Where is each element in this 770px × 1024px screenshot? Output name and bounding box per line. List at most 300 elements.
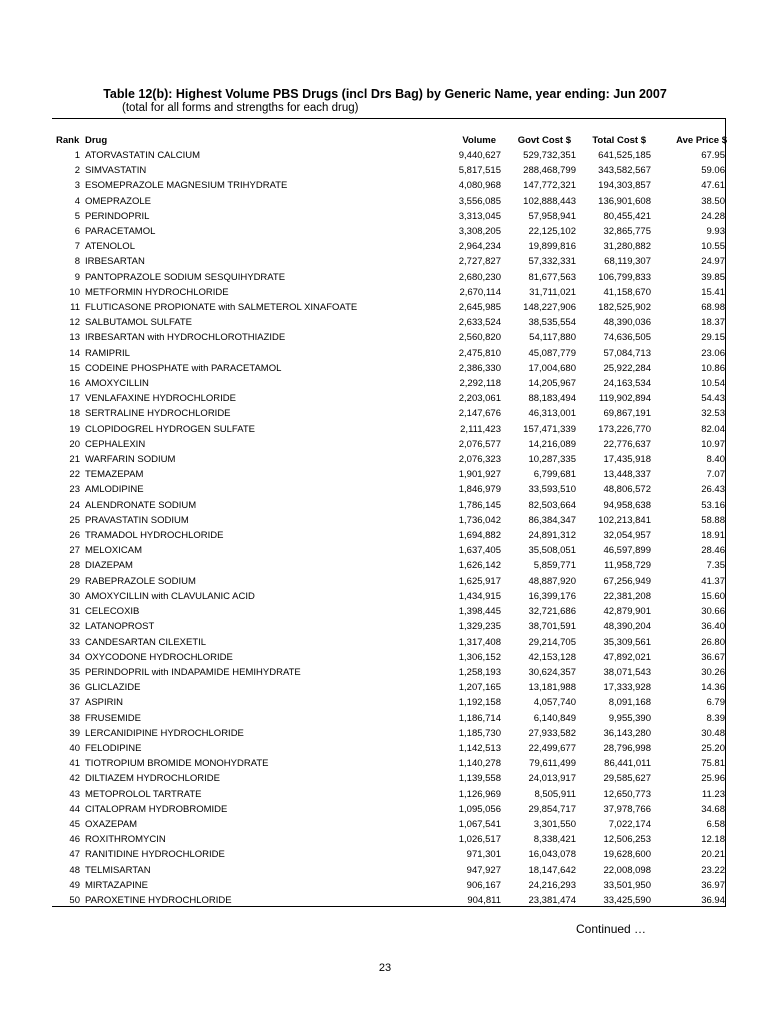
volume-cell: 1,067,541	[458, 818, 501, 830]
table-row	[0, 847, 725, 862]
rank-cell: 8	[74, 256, 80, 268]
drug-cell: VENLAFAXINE HYDROCHLORIDE	[85, 393, 236, 405]
rank-cell: 38	[69, 712, 80, 724]
drug-cell: TELMISARTAN	[85, 864, 151, 876]
volume-cell: 2,203,061	[458, 393, 501, 405]
header-ave-price: Ave Price $	[676, 135, 727, 146]
total-cost-cell: 182,525,902	[598, 302, 651, 314]
total-cost-cell: 119,902,894	[598, 393, 651, 405]
drug-cell: MIRTAZAPINE	[85, 879, 148, 891]
rank-cell: 50	[69, 894, 80, 906]
header-volume: Volume	[462, 135, 496, 146]
total-cost-cell: 33,501,950	[603, 879, 651, 891]
govt-cost-cell: 79,611,499	[529, 758, 576, 770]
govt-cost-cell: 157,471,339	[523, 423, 576, 435]
volume-cell: 904,811	[467, 894, 501, 906]
drug-cell: FRUSEMIDE	[85, 712, 141, 724]
govt-cost-cell: 22,125,102	[528, 226, 576, 238]
volume-cell: 1,736,042	[458, 514, 501, 526]
header-govt-cost: Govt Cost $	[517, 135, 571, 146]
rank-cell: 39	[69, 727, 80, 739]
drug-cell: RABEPRAZOLE SODIUM	[85, 575, 196, 587]
ave-price-cell: 82.04	[701, 423, 725, 435]
ave-price-cell: 32.53	[701, 408, 725, 420]
table-row	[0, 787, 725, 802]
rank-cell: 18	[69, 408, 80, 420]
header-drug: Drug	[85, 135, 108, 146]
ave-price-cell: 38.50	[701, 195, 725, 207]
rank-cell: 27	[69, 545, 80, 557]
drug-cell: ALENDRONATE SODIUM	[85, 499, 197, 511]
table-row	[0, 148, 725, 163]
ave-price-cell: 36.94	[701, 894, 725, 906]
rank-cell: 1	[74, 150, 80, 161]
rank-cell: 31	[69, 606, 80, 618]
drug-cell: MELOXICAM	[85, 545, 143, 557]
total-cost-cell: 25,922,284	[603, 362, 651, 374]
ave-price-cell: 30.26	[701, 666, 725, 678]
volume-cell: 1,258,193	[458, 666, 501, 678]
table-row	[0, 695, 725, 710]
volume-cell: 2,670,114	[459, 286, 501, 298]
drug-cell: AMLODIPINE	[85, 484, 144, 496]
drug-cell: WARFARIN SODIUM	[85, 454, 176, 466]
total-cost-cell: 8,091,168	[608, 697, 651, 709]
ave-price-cell: 10.97	[701, 438, 725, 450]
table-row	[0, 558, 725, 573]
govt-cost-cell: 27,933,582	[528, 727, 576, 739]
ave-price-cell: 26.43	[701, 484, 725, 496]
ave-price-cell: 10.54	[701, 378, 725, 390]
table-row	[0, 528, 725, 543]
govt-cost-cell: 10,287,335	[528, 454, 576, 466]
header-rank: Rank	[56, 135, 80, 146]
volume-cell: 2,727,827	[458, 256, 501, 268]
table-row	[0, 452, 725, 467]
drug-cell: OXYCODONE HYDROCHLORIDE	[85, 651, 233, 663]
rank-cell: 4	[74, 195, 80, 207]
drug-cell: PANTOPRAZOLE SODIUM SESQUIHYDRATE	[85, 271, 286, 283]
volume-cell: 3,313,045	[458, 210, 501, 222]
volume-cell: 1,306,152	[458, 651, 501, 663]
ave-price-cell: 8.39	[706, 712, 725, 724]
ave-price-cell: 14.36	[701, 682, 725, 694]
ave-price-cell: 26.80	[701, 636, 725, 648]
rank-cell: 41	[69, 758, 80, 770]
table-row	[0, 224, 725, 239]
drug-cell: CELECOXIB	[85, 606, 140, 618]
rank-cell: 37	[69, 697, 80, 709]
table-row	[0, 285, 725, 300]
govt-cost-cell: 24,891,312	[528, 530, 576, 542]
total-cost-cell: 48,806,572	[603, 484, 651, 496]
govt-cost-cell: 88,183,494	[528, 393, 576, 405]
drug-cell: DIAZEPAM	[85, 560, 133, 572]
table-row	[0, 163, 725, 178]
total-cost-cell: 33,425,590	[603, 894, 651, 906]
govt-cost-cell: 8,338,421	[533, 834, 576, 846]
table-row	[0, 817, 725, 832]
govt-cost-cell: 5,859,771	[533, 560, 576, 572]
volume-cell: 5,817,515	[458, 165, 501, 177]
total-cost-cell: 19,628,600	[603, 849, 651, 861]
govt-cost-cell: 38,701,591	[528, 621, 576, 633]
total-cost-cell: 22,008,098	[603, 864, 651, 876]
drug-table	[0, 148, 725, 908]
total-cost-cell: 641,525,185	[598, 150, 651, 161]
ave-price-cell: 10.86	[701, 362, 725, 374]
total-cost-cell: 31,280,882	[603, 241, 651, 253]
govt-cost-cell: 54,117,880	[529, 332, 576, 344]
govt-cost-cell: 288,468,799	[523, 165, 576, 177]
table-row	[0, 482, 725, 497]
volume-cell: 947,927	[466, 864, 501, 876]
total-cost-cell: 13,448,337	[603, 469, 651, 481]
drug-cell: CANDESARTAN CILEXETIL	[85, 636, 207, 648]
govt-cost-cell: 16,399,176	[528, 590, 576, 602]
table-row	[0, 589, 725, 604]
govt-cost-cell: 147,772,321	[523, 180, 576, 192]
table-row	[0, 574, 725, 589]
drug-cell: PRAVASTATIN SODIUM	[85, 514, 189, 526]
table-row	[0, 254, 725, 269]
continued-note: Continued …	[576, 922, 647, 936]
ave-price-cell: 15.41	[701, 286, 725, 298]
total-cost-cell: 46,597,899	[603, 545, 651, 557]
volume-cell: 3,308,205	[458, 226, 501, 238]
table-row	[0, 756, 725, 771]
total-cost-cell: 32,054,957	[603, 530, 651, 542]
govt-cost-cell: 57,958,941	[528, 210, 576, 222]
total-cost-cell: 102,213,841	[598, 514, 651, 526]
ave-price-cell: 36.40	[701, 621, 725, 633]
govt-cost-cell: 24,013,917	[528, 773, 576, 785]
rank-cell: 15	[69, 362, 80, 374]
page-number: 23	[378, 962, 392, 974]
volume-cell: 1,139,558	[458, 773, 501, 785]
ave-price-cell: 24.97	[701, 256, 725, 268]
table-row	[0, 604, 725, 619]
drug-cell: LATANOPROST	[85, 621, 155, 633]
rank-cell: 6	[74, 226, 80, 238]
volume-cell: 2,292,118	[459, 378, 501, 390]
govt-cost-cell: 14,205,967	[528, 378, 576, 390]
total-cost-cell: 12,506,253	[603, 834, 651, 846]
volume-cell: 1,846,979	[458, 484, 501, 496]
drug-cell: FLUTICASONE PROPIONATE with SALMETEROL XINAFOATE	[85, 302, 358, 314]
volume-cell: 1,317,408	[458, 636, 501, 648]
drug-cell: PERINDOPRIL with INDAPAMIDE HEMIHYDRATE	[85, 666, 301, 678]
volume-cell: 1,126,969	[458, 788, 501, 800]
volume-cell: 3,556,085	[458, 195, 501, 207]
govt-cost-cell: 17,004,680	[528, 362, 576, 374]
govt-cost-cell: 22,499,677	[528, 742, 576, 754]
drug-cell: CEPHALEXIN	[85, 438, 146, 450]
rank-cell: 12	[69, 317, 80, 329]
volume-cell: 2,386,330	[458, 362, 501, 374]
govt-cost-cell: 42,153,128	[528, 651, 576, 663]
volume-cell: 1,434,915	[458, 590, 501, 602]
drug-cell: GLICLAZIDE	[85, 682, 141, 694]
rank-cell: 29	[69, 575, 80, 587]
ave-price-cell: 23.22	[701, 864, 725, 876]
govt-cost-cell: 86,384,347	[528, 514, 576, 526]
govt-cost-cell: 14,216,089	[528, 438, 576, 450]
table-row	[0, 893, 725, 908]
table-row	[0, 194, 725, 209]
table-row	[0, 498, 725, 513]
rank-cell: 48	[69, 864, 80, 876]
volume-cell: 1,625,917	[458, 575, 501, 587]
govt-cost-cell: 102,888,443	[523, 195, 576, 207]
volume-cell: 1,185,730	[458, 727, 501, 739]
volume-cell: 1,026,517	[458, 834, 501, 846]
govt-cost-cell: 81,677,563	[528, 271, 576, 283]
rank-cell: 13	[69, 332, 80, 344]
rank-cell: 45	[69, 818, 80, 830]
total-cost-cell: 36,143,280	[603, 727, 651, 739]
volume-cell: 1,329,235	[458, 621, 501, 633]
ave-price-cell: 18.91	[701, 530, 725, 542]
ave-price-cell: 20.21	[701, 849, 725, 861]
drug-cell: TIOTROPIUM BROMIDE MONOHYDRATE	[85, 758, 269, 770]
total-cost-cell: 12,650,773	[603, 788, 651, 800]
total-cost-cell: 86,441,011	[604, 758, 651, 770]
table-row	[0, 315, 725, 330]
volume-cell: 1,901,927	[458, 469, 501, 481]
drug-cell: ESOMEPRAZOLE MAGNESIUM TRIHYDRATE	[85, 180, 288, 192]
rank-cell: 24	[69, 499, 80, 511]
drug-cell: METFORMIN HYDROCHLORIDE	[85, 286, 229, 298]
govt-cost-cell: 529,732,351	[523, 150, 576, 161]
drug-cell: METOPROLOL TARTRATE	[85, 788, 202, 800]
rank-cell: 33	[69, 636, 80, 648]
rank-cell: 23	[69, 484, 80, 496]
total-cost-cell: 48,390,204	[603, 621, 651, 633]
rank-cell: 26	[69, 530, 80, 542]
govt-cost-cell: 30,624,357	[528, 666, 576, 678]
rank-cell: 49	[69, 879, 80, 891]
volume-cell: 1,694,882	[458, 530, 501, 542]
total-cost-cell: 38,071,543	[603, 666, 651, 678]
rank-cell: 32	[69, 621, 80, 633]
volume-cell: 2,475,810	[458, 347, 501, 359]
ave-price-cell: 58.88	[701, 514, 725, 526]
table-row	[0, 741, 725, 756]
rank-cell: 10	[69, 286, 80, 298]
govt-cost-cell: 29,214,705	[528, 636, 576, 648]
table-row	[0, 619, 725, 634]
govt-cost-cell: 6,799,681	[533, 469, 576, 481]
table-row	[0, 361, 725, 376]
govt-cost-cell: 18,147,642	[528, 864, 576, 876]
govt-cost-cell: 23,381,474	[528, 894, 576, 906]
table-row	[0, 422, 725, 437]
drug-cell: IRBESARTAN with HYDROCHLOROTHIAZIDE	[85, 332, 286, 344]
volume-cell: 1,637,405	[458, 545, 501, 557]
rank-cell: 25	[69, 514, 80, 526]
volume-cell: 2,633,524	[458, 317, 501, 329]
drug-cell: FELODIPINE	[85, 742, 142, 754]
drug-cell: PARACETAMOL	[85, 226, 156, 238]
total-cost-cell: 80,455,421	[603, 210, 651, 222]
drug-cell: AMOXYCILLIN	[85, 378, 149, 390]
volume-cell: 1,095,056	[458, 803, 501, 815]
total-cost-cell: 29,585,627	[603, 773, 651, 785]
volume-cell: 2,964,234	[458, 241, 501, 253]
table-row	[0, 802, 725, 817]
govt-cost-cell: 33,593,510	[528, 484, 576, 496]
table-row	[0, 878, 725, 893]
govt-cost-cell: 48,887,920	[528, 575, 576, 587]
govt-cost-cell: 16,043,078	[528, 849, 576, 861]
ave-price-cell: 18.37	[701, 317, 725, 329]
drug-cell: IRBESARTAN	[85, 256, 145, 268]
ave-price-cell: 10.55	[701, 241, 725, 253]
ave-price-cell: 15.60	[701, 590, 725, 602]
total-cost-cell: 37,978,766	[603, 803, 651, 815]
rank-cell: 28	[69, 560, 80, 572]
ave-price-cell: 53.16	[701, 499, 725, 511]
rank-cell: 3	[74, 180, 80, 192]
drug-cell: OXAZEPAM	[85, 818, 138, 830]
ave-price-cell: 25.20	[701, 742, 725, 754]
drug-cell: DILTIAZEM HYDROCHLORIDE	[85, 773, 220, 785]
total-cost-cell: 35,309,561	[603, 636, 651, 648]
rank-cell: 47	[69, 849, 80, 861]
govt-cost-cell: 6,140,849	[533, 712, 576, 724]
table-title: Table 12(b): Highest Volume PBS Drugs (incl Drs Bag) by Generic Name, year ending: Jun 2007	[103, 87, 667, 101]
drug-cell: SIMVASTATIN	[85, 165, 147, 177]
rank-cell: 11	[70, 302, 80, 314]
table-row	[0, 437, 725, 452]
govt-cost-cell: 4,057,740	[533, 697, 576, 709]
govt-cost-cell: 148,227,906	[523, 302, 576, 314]
govt-cost-cell: 57,332,331	[528, 256, 576, 268]
rank-cell: 43	[69, 788, 80, 800]
table-row	[0, 346, 725, 361]
rank-cell: 35	[69, 666, 80, 678]
rank-cell: 44	[69, 803, 80, 815]
volume-cell: 971,301	[466, 849, 501, 861]
govt-cost-cell: 3,301,550	[533, 818, 576, 830]
volume-cell: 2,076,577	[458, 438, 501, 450]
rank-cell: 36	[69, 682, 80, 694]
rank-cell: 9	[74, 271, 80, 283]
table-row	[0, 635, 725, 650]
table-row	[0, 406, 725, 421]
ave-price-cell: 7.07	[706, 469, 725, 481]
rank-cell: 34	[69, 651, 80, 663]
ave-price-cell: 11.23	[701, 788, 725, 800]
header-total-cost: Total Cost $	[592, 135, 646, 146]
total-cost-cell: 67,256,949	[603, 575, 651, 587]
volume-cell: 1,398,445	[458, 606, 501, 618]
ave-price-cell: 68.98	[701, 302, 725, 314]
total-cost-cell: 22,381,208	[603, 590, 651, 602]
total-cost-cell: 74,636,505	[603, 332, 651, 344]
rank-cell: 17	[69, 393, 80, 405]
drug-cell: CITALOPRAM HYDROBROMIDE	[85, 803, 228, 815]
volume-cell: 1,192,158	[458, 697, 501, 709]
govt-cost-cell: 32,721,686	[528, 606, 576, 618]
ave-price-cell: 6.79	[706, 697, 725, 709]
ave-price-cell: 39.85	[701, 271, 725, 283]
total-cost-cell: 17,435,918	[603, 454, 651, 466]
total-cost-cell: 17,333,928	[603, 682, 651, 694]
total-cost-cell: 7,022,174	[608, 818, 651, 830]
table-row	[0, 209, 725, 224]
ave-price-cell: 12.18	[701, 834, 725, 846]
ave-price-cell: 30.48	[701, 727, 725, 739]
table-row	[0, 513, 725, 528]
ave-price-cell: 7.35	[706, 560, 725, 572]
rank-cell: 20	[69, 438, 80, 450]
total-cost-cell: 106,799,833	[598, 271, 651, 283]
table-row	[0, 391, 725, 406]
table-row	[0, 178, 725, 193]
drug-cell: CODEINE PHOSPHATE with PARACETAMOL	[85, 362, 282, 374]
drug-cell: AMOXYCILLIN with CLAVULANIC ACID	[85, 590, 255, 602]
table-row	[0, 376, 725, 391]
drug-cell: PERINDOPRIL	[85, 210, 150, 222]
govt-cost-cell: 19,899,816	[528, 241, 576, 253]
table-row	[0, 665, 725, 680]
rank-cell: 42	[69, 773, 80, 785]
ave-price-cell: 30.66	[701, 606, 725, 618]
total-cost-cell: 57,084,713	[603, 347, 651, 359]
rank-cell: 2	[74, 165, 80, 177]
volume-cell: 2,147,676	[458, 408, 501, 420]
rank-cell: 7	[74, 241, 80, 253]
drug-cell: RAMIPRIL	[85, 347, 130, 359]
total-cost-cell: 343,582,567	[598, 165, 651, 177]
table-row	[0, 650, 725, 665]
rank-cell: 19	[69, 423, 80, 435]
drug-cell: PAROXETINE HYDROCHLORIDE	[85, 894, 232, 906]
volume-cell: 1,140,278	[458, 758, 501, 770]
table-row	[0, 239, 725, 254]
volume-cell: 9,440,627	[458, 150, 501, 161]
drug-table-body	[0, 148, 725, 908]
drug-cell: ASPIRIN	[85, 697, 124, 709]
table-row	[0, 771, 725, 786]
drug-cell: OMEPRAZOLE	[85, 195, 151, 207]
total-cost-cell: 24,163,534	[603, 378, 651, 390]
total-cost-cell: 194,303,857	[598, 180, 651, 192]
rank-cell: 40	[69, 742, 80, 754]
rank-cell: 30	[69, 590, 80, 602]
govt-cost-cell: 24,216,293	[528, 879, 576, 891]
rank-cell: 21	[69, 454, 80, 466]
ave-price-cell: 8.40	[706, 454, 725, 466]
ave-price-cell: 36.67	[701, 651, 725, 663]
table-header	[0, 135, 770, 148]
volume-cell: 2,076,323	[458, 454, 501, 466]
govt-cost-cell: 29,854,717	[528, 803, 576, 815]
ave-price-cell: 34.68	[701, 803, 725, 815]
govt-cost-cell: 45,087,779	[528, 347, 576, 359]
ave-price-cell: 47.61	[701, 180, 725, 192]
total-cost-cell: 9,955,390	[608, 712, 651, 724]
table-row	[0, 330, 725, 345]
drug-cell: SERTRALINE HYDROCHLORIDE	[85, 408, 231, 420]
rank-cell: 46	[69, 834, 80, 846]
ave-price-cell: 6.58	[706, 818, 725, 830]
volume-cell: 1,207,165	[458, 682, 501, 694]
govt-cost-cell: 35,508,051	[528, 545, 576, 557]
volume-cell: 1,786,145	[458, 499, 501, 511]
